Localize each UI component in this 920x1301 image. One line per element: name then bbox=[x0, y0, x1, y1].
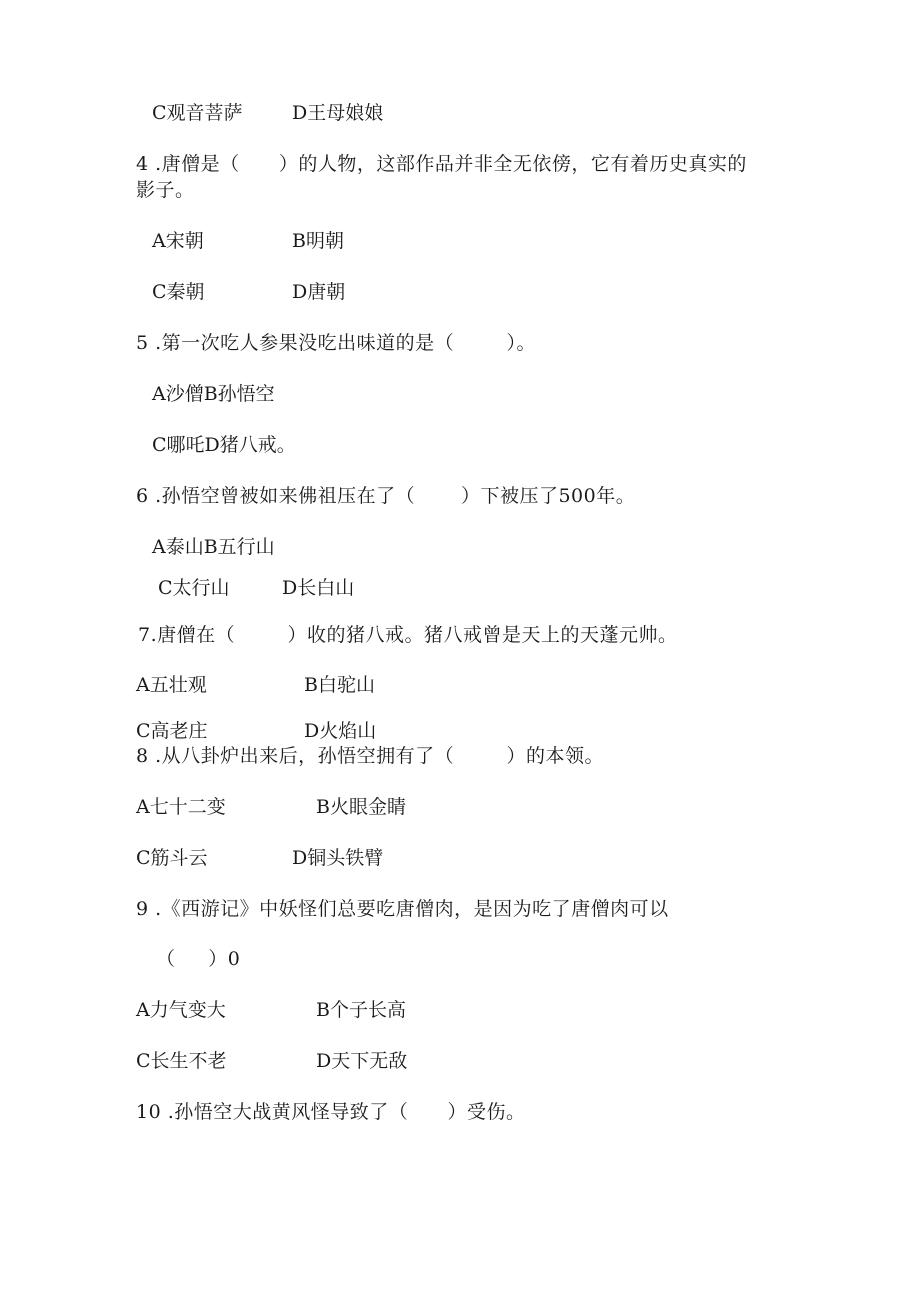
q8-option-c: C筋斗云 bbox=[136, 847, 208, 869]
q9-blank: （ ）0 bbox=[156, 948, 241, 970]
q7-stem: 7.唐僧在（ ）收的猪八戒。猪八戒曾是天上的天蓬元帅。 bbox=[138, 624, 678, 646]
q7-option-c: C高老庄 bbox=[136, 720, 208, 742]
q4-option-c: C秦朝 bbox=[152, 281, 205, 303]
q4-stem-line1: 4 .唐僧是（ ）的人物，这部作品并非全无依傍，它有着历史真实的 bbox=[136, 153, 747, 175]
q4-option-a: A宋朝 bbox=[152, 230, 204, 252]
q3-option-c: C观音菩萨 bbox=[152, 102, 243, 124]
q6-option-c: C太行山 bbox=[158, 577, 230, 599]
q9-option-d: D天下无敌 bbox=[316, 1050, 408, 1072]
q6-stem: 6 .孙悟空曾被如来佛祖压在了（ ）下被压了500年。 bbox=[136, 485, 636, 507]
q4-stem-line2: 影子。 bbox=[136, 179, 195, 201]
q5-stem: 5 .第一次吃人参果没吃出味道的是（ ）。 bbox=[136, 332, 536, 354]
q7-option-d: D火焰山 bbox=[304, 720, 377, 742]
q4-option-d: D唐朝 bbox=[292, 281, 346, 303]
q4-option-b: B明朝 bbox=[292, 230, 344, 252]
q10-stem: 10 .孙悟空大战黄风怪导致了（ ）受伤。 bbox=[136, 1101, 526, 1123]
q7-option-b: B白驼山 bbox=[304, 674, 375, 696]
q8-option-b: B火眼金睛 bbox=[316, 796, 406, 818]
q8-option-d: D铜头铁臂 bbox=[292, 847, 384, 869]
q6-option-d: D长白山 bbox=[282, 577, 355, 599]
q5-options-ab: A沙僧B孙悟空 bbox=[152, 383, 275, 405]
q9-option-a: A力气变大 bbox=[136, 999, 226, 1021]
q9-option-b: B个子长高 bbox=[316, 999, 406, 1021]
q8-option-a: A七十二变 bbox=[136, 796, 226, 818]
q7-option-a: A五壮观 bbox=[136, 674, 207, 696]
q6-options-ab: A泰山B五行山 bbox=[152, 536, 275, 558]
q9-option-c: C长生不老 bbox=[136, 1050, 227, 1072]
q5-options-cd: C哪吒D猪八戒。 bbox=[152, 434, 296, 456]
q8-stem: 8 .从八卦炉出来后，孙悟空拥有了（ ）的本领。 bbox=[136, 745, 604, 767]
q9-stem: 9 .《西游记》中妖怪们总要吃唐僧肉，是因为吃了唐僧肉可以 bbox=[136, 898, 669, 920]
q3-option-d: D王母娘娘 bbox=[292, 102, 384, 124]
